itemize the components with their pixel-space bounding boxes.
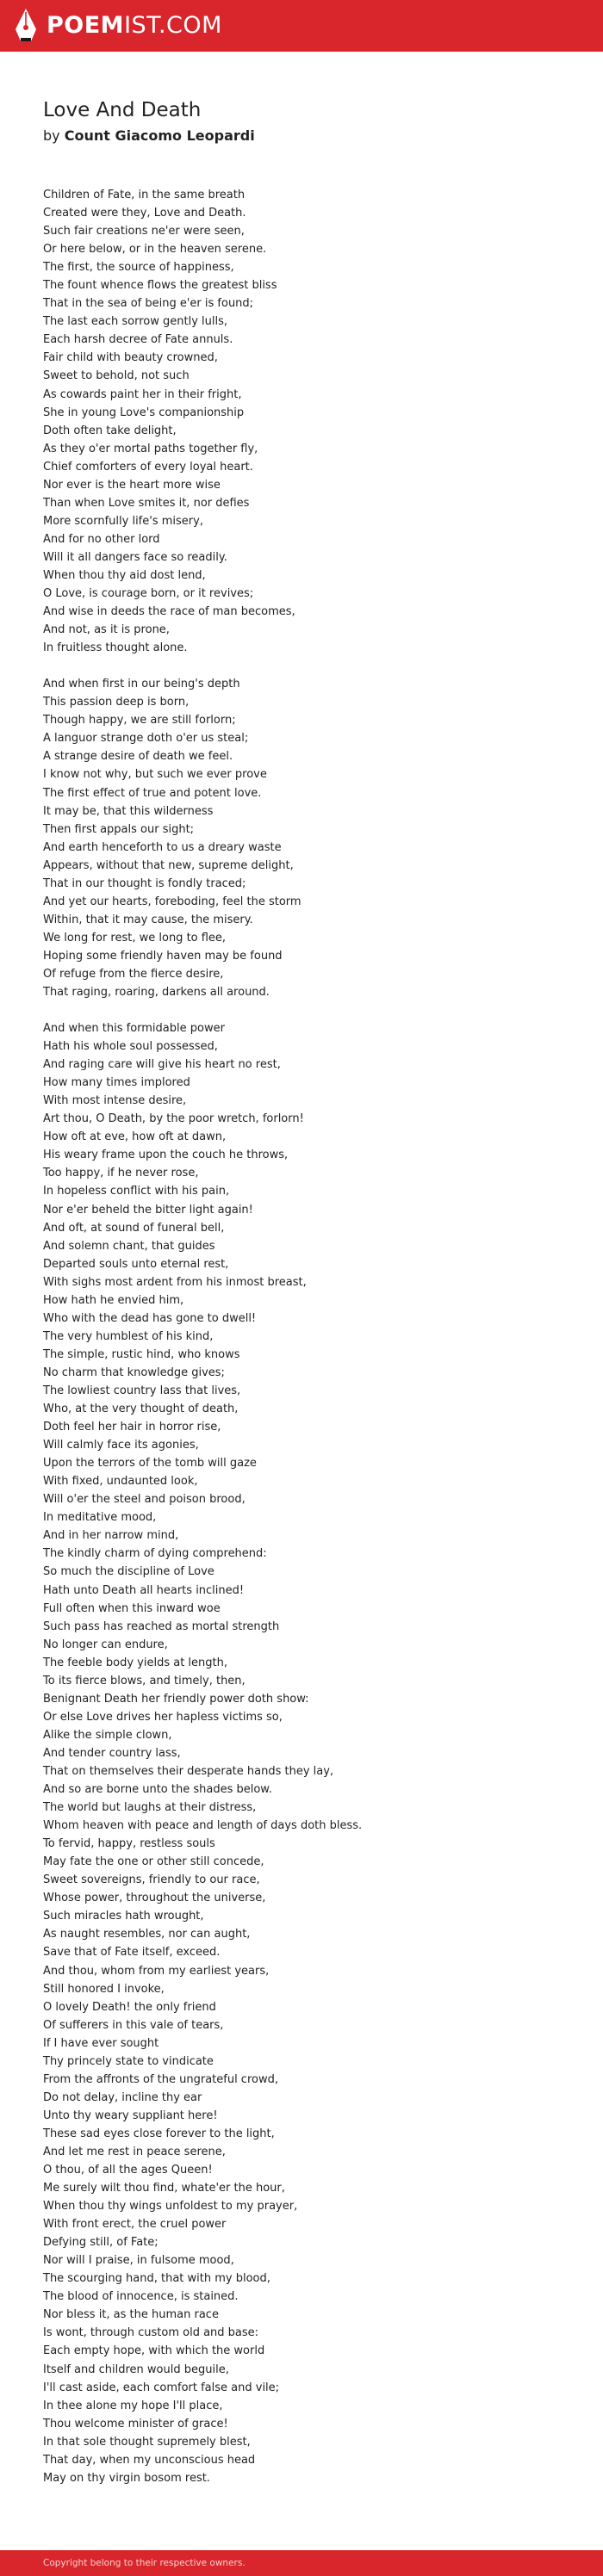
- poem-line: And in her narrow mind,: [43, 1529, 179, 1543]
- poem-line: Of refuge from the fierce desire,: [43, 967, 224, 981]
- poem-line: Each empty hope, with which the world: [43, 2344, 265, 2358]
- poem-line: Or else Love drives her hapless victims so,: [43, 1710, 283, 1724]
- poem-line: Doth often take delight,: [43, 424, 177, 437]
- poem-line: We long for rest, we long to flee,: [43, 931, 227, 944]
- poem-line: And not, as it is prone,: [43, 623, 170, 637]
- poem-line: The first, the source of happiness,: [43, 261, 234, 275]
- poem-line: So much the discipline of Love: [43, 1565, 214, 1579]
- poem-line: Itself and children would beguile,: [43, 2362, 229, 2376]
- poem-line: O thou, of all the ages Queen!: [43, 2164, 213, 2177]
- poem-line: Thou welcome minister of grace!: [43, 2417, 228, 2430]
- poem-line: Art thou, O Death, by the poor wretch, forlorn!: [43, 1112, 304, 1126]
- poem-line: With fixed, undaunted look,: [43, 1475, 198, 1489]
- poem-line: May fate the one or other still concede,: [43, 1855, 264, 1869]
- site-logo[interactable]: [14, 9, 222, 43]
- poem-line: And let me rest in peace serene,: [43, 2145, 226, 2158]
- poem-line: Such miracles hath wrought,: [43, 1910, 204, 1923]
- poem-line: The kindly charm of dying comprehend:: [43, 1547, 267, 1561]
- poem-line: No longer can endure,: [43, 1638, 168, 1651]
- poem-line: As naught resembles, nor can aught,: [43, 1928, 251, 1941]
- poem-line: Defying still, of Fate;: [43, 2236, 159, 2250]
- poem-line: O lovely Death! the only friend: [43, 2000, 216, 2014]
- poem-line: Me surely wilt thou find, whate'er the hour,: [43, 2182, 285, 2195]
- poem-body: [43, 186, 577, 2505]
- poem-stanza: [43, 675, 577, 1001]
- poem-line: Unto thy weary suppliant here!: [43, 2108, 218, 2122]
- site-header: [0, 0, 603, 52]
- poem-line: Whose power, throughout the universe,: [43, 1892, 266, 1905]
- poem-title: Love And Death: [43, 99, 202, 121]
- poem-line: O Love, is courage born, or it revives;: [43, 587, 254, 601]
- poem-line: Children of Fate, in the same breath: [43, 189, 246, 201]
- poem-line: No charm that knowledge gives;: [43, 1365, 225, 1379]
- poem-line: This passion deep is born,: [43, 696, 190, 709]
- poem-line: Benignant Death her friendly power doth show:: [43, 1692, 309, 1706]
- brand-light: IST.COM: [124, 12, 222, 39]
- poem-line: A strange desire of death we feel.: [43, 750, 233, 764]
- poem-line: Sweet sovereigns, friendly to our race,: [43, 1873, 260, 1887]
- poem-line: It may be, that this wilderness: [43, 804, 214, 818]
- poem-line: In thee alone my hope I'll place,: [43, 2399, 223, 2412]
- poem-line: And oft, at sound of funeral bell,: [43, 1221, 225, 1235]
- poem-line: How oft at eve, how oft at dawn,: [43, 1130, 227, 1144]
- poem-line: Do not delay, incline thy ear: [43, 2090, 202, 2104]
- poem-line: With sighs most ardent from his inmost breast,: [43, 1275, 307, 1289]
- poem-line: And yet our hearts, foreboding, feel the storm: [43, 895, 302, 908]
- poem-line: To its fierce blows, and timely, then,: [43, 1674, 246, 1687]
- poem-line: I know not why, but such we ever prove: [43, 768, 267, 782]
- poem-line: More scornfully life's misery,: [43, 514, 203, 528]
- poem-line: That day, when my unconscious head: [43, 2453, 256, 2467]
- poem-line: Nor ever is the heart more wise: [43, 478, 221, 492]
- poem-line: A languor strange doth o'er us steal;: [43, 732, 249, 746]
- poem-line: And thou, whom from my earliest years,: [43, 1964, 270, 1978]
- poem-line: To fervid, happy, restless souls: [43, 1837, 215, 1851]
- poem-line: The world but laughs at their distress,: [43, 1801, 257, 1815]
- poem-line: As they o'er mortal paths together fly,: [43, 442, 258, 455]
- poem-line: As cowards paint her in their fright,: [43, 387, 242, 401]
- poem-line: Doth feel her hair in horror rise,: [43, 1421, 221, 1434]
- poem-line: Though happy, we are still forlorn;: [43, 714, 236, 728]
- poem-line: Full often when this inward woe: [43, 1601, 221, 1615]
- poem-line: She in young Love's companionship: [43, 406, 245, 419]
- poem-line: These sad eyes close forever to the light,: [43, 2127, 275, 2140]
- poem-line: In hopeless conflict with his pain,: [43, 1185, 230, 1198]
- poem-line: Hath his whole soul possessed,: [43, 1040, 218, 1054]
- poem-line: When thou thy aid dost lend,: [43, 568, 206, 582]
- poem-line: Will o'er the steel and poison brood,: [43, 1493, 246, 1507]
- poem-line: Departed souls unto eternal rest,: [43, 1257, 229, 1271]
- poem-line: If I have ever sought: [43, 2036, 159, 2050]
- poem-line: That raging, roaring, darkens all around.: [43, 986, 270, 1000]
- site-brand: [47, 9, 222, 43]
- by-prefix: by: [43, 127, 60, 144]
- poem-line: How hath he envied him,: [43, 1293, 184, 1307]
- copyright-notice: Copyright belong to their respective owners.: [43, 2558, 246, 2568]
- poem-line: The simple, rustic hind, who knows: [43, 1347, 240, 1361]
- poem-line: Who with the dead has gone to dwell!: [43, 1311, 257, 1325]
- poem-line: With most intense desire,: [43, 1094, 187, 1108]
- brand-bold: POEM: [47, 12, 125, 39]
- poem-line: Each harsh decree of Fate annuls.: [43, 333, 233, 347]
- poem-line: Who, at the very thought of death,: [43, 1403, 239, 1416]
- site-footer: [0, 2550, 603, 2576]
- poem-line: Whom heaven with peace and length of days doth bless.: [43, 1819, 363, 1833]
- poem-line: The first effect of true and potent love.: [43, 786, 262, 800]
- poem-line: Nor bless it, as the human race: [43, 2308, 219, 2322]
- poem-line: The feeble body yields at length,: [43, 1656, 227, 1669]
- poem-line: Hoping some friendly haven may be found: [43, 949, 283, 963]
- poem-stanza: [43, 186, 577, 657]
- poem-line: And raging care will give his heart no rest,: [43, 1058, 281, 1072]
- poem-line: The blood of innocence, is stained.: [43, 2290, 239, 2304]
- poem-line: And earth henceforth to us a dreary waste: [43, 840, 282, 854]
- poem-line: Appears, without that new, supreme delight,: [43, 858, 294, 872]
- poem-line: The very humblest of his kind,: [43, 1329, 214, 1343]
- poem-line: In fruitless thought alone.: [43, 641, 188, 655]
- poem-line: Such pass has reached as mortal strength: [43, 1619, 280, 1633]
- poem-line: May on thy virgin bosom rest.: [43, 2471, 210, 2485]
- poem-line: Hath unto Death all hearts inclined!: [43, 1583, 245, 1597]
- poem-line: In that sole thought supremely blest,: [43, 2435, 251, 2449]
- byline: [43, 127, 255, 145]
- poem-line: Will calmly face its agonies,: [43, 1439, 199, 1452]
- poem-line: And tender country lass,: [43, 1746, 181, 1760]
- poem-line: Created were they, Love and Death.: [43, 207, 246, 220]
- author-name[interactable]: Count Giacomo Leopardi: [64, 127, 255, 144]
- poem-line: The lowliest country lass that lives,: [43, 1384, 241, 1397]
- poem-line: Fair child with beauty crowned,: [43, 351, 218, 365]
- poem-line: Then first appals our sight;: [43, 822, 195, 836]
- poem-line: Still honored I invoke,: [43, 1982, 165, 1996]
- poem-line: That on themselves their desperate hands they lay,: [43, 1764, 334, 1778]
- poem-line: And wise in deeds the race of man becomes,: [43, 605, 295, 619]
- poem-line: Of sufferers in this vale of tears,: [43, 2018, 224, 2032]
- poem-line: Nor e'er beheld the bitter light again!: [43, 1203, 253, 1217]
- poem-line: How many times implored: [43, 1076, 190, 1090]
- poem-line: Alike the simple clown,: [43, 1728, 172, 1742]
- poem-line: Upon the terrors of the tomb will gaze: [43, 1457, 257, 1471]
- poem-line: And when this formidable power: [43, 1022, 225, 1036]
- poem-stanza: [43, 1019, 577, 2487]
- poem-line: I'll cast aside, each comfort false and vile;: [43, 2381, 280, 2394]
- poem-line: With front erect, the cruel power: [43, 2218, 227, 2232]
- poem-line: Than when Love smites it, nor defies: [43, 496, 250, 510]
- poem-line: Thy princely state to vindicate: [43, 2054, 214, 2068]
- poem-line: And when first in our being's depth: [43, 678, 240, 691]
- poem-line: From the affronts of the ungrateful crowd,: [43, 2072, 278, 2086]
- poem-line: And for no other lord: [43, 532, 160, 546]
- poem-line: Sweet to behold, not such: [43, 369, 190, 383]
- poem-line: And so are borne unto the shades below.: [43, 1783, 272, 1797]
- poem-line: The fount whence flows the greatest bliss: [43, 279, 277, 293]
- poem-line: Within, that it may cause, the misery.: [43, 913, 253, 926]
- poem-line: In meditative mood,: [43, 1511, 157, 1525]
- poem-line: When thou thy wings unfoldest to my prayer,: [43, 2200, 298, 2214]
- poem-line: That in our thought is fondly traced;: [43, 876, 246, 890]
- poem-line: The scourging hand, that with my blood,: [43, 2272, 270, 2286]
- pen-nib-icon: [14, 9, 38, 43]
- poem-line: Nor will I praise, in fulsome mood,: [43, 2254, 234, 2268]
- poem-line: Or here below, or in the heaven serene.: [43, 243, 267, 257]
- poem-line: Will it all dangers face so readily.: [43, 550, 227, 564]
- poem-line: Chief comforters of every loyal heart.: [43, 460, 253, 474]
- poem-line: That in the sea of being e'er is found;: [43, 297, 254, 311]
- poem-line: The last each sorrow gently lulls,: [43, 315, 227, 329]
- poem-line: And solemn chant, that guides: [43, 1239, 215, 1253]
- poem-line: Save that of Fate itself, exceed.: [43, 1946, 221, 1960]
- poem-line: Too happy, if he never rose,: [43, 1167, 199, 1180]
- poem-line: Is wont, through custom old and base:: [43, 2326, 259, 2340]
- poem-line: His weary frame upon the couch he throws,: [43, 1149, 289, 1162]
- poem-line: Such fair creations ne'er were seen,: [43, 225, 245, 238]
